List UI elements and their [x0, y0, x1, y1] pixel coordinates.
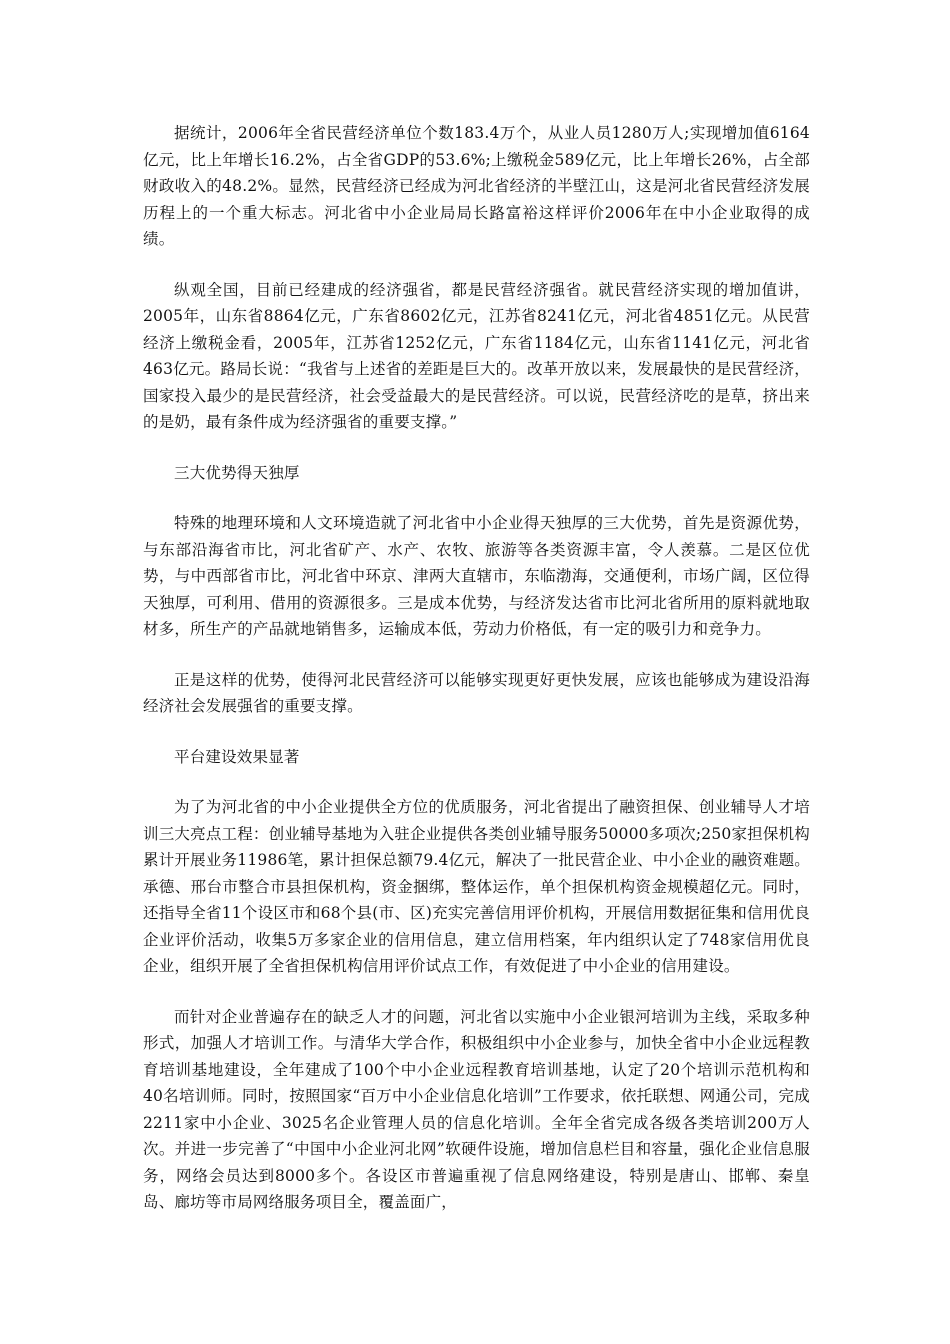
paragraph-advantages: 特殊的地理环境和人文环境造就了河北省中小企业得天独厚的三大优势，首先是资源优势，与东部沿海省市比，河北省矿产、水产、农牧、旅游等各类资源丰富，令人羡慕。二是区位优势，与中西部省市比，河北省中环京、津两大直辖市，东临渤海，交通便利，市场广阔，区位得天独厚，可利用、借用的资源很多。三是成本优势，与经济发达省市比河北省所用的原料就地取材多，所生产的产品就地销售多，运输成本低，劳动力价格低，有一定的吸引力和竞争力。 [143, 514, 810, 638]
paragraph-support: 正是这样的优势，使得河北民营经济可以能够实现更好更快发展，应该也能够成为建设沿海经济社会发展强省的重要支撑。 [143, 670, 810, 715]
paragraph-talent-training: 而针对企业普遍存在的缺乏人才的问题，河北省以实施中小企业银河培训为主线，采取多种形式，加强人才培训工作。与清华大学合作，积极组织中小企业参与，加快全省中小企业远程教育培训基地建设，全年建成了100个中小企业远程教育培训基地，认定了20个培训示范机构和40名培训师。同时，按照国家“百万中小企业信息化培训”工作要求，依托联想、网通公司，完成2211家中小企业、3025名企业管理人员的信息化培训。全年全省完成各级各类培训200万人次。并进一步完善了“中国中小企业河北网”软硬件设施，增加信息栏目和容量，强化企业信息服务，网络会员达到8000多个。各设区市普遍重视了信息网络建设，特别是唐山、邯郸、秦皇岛、廊坊等市局网络服务项目全，覆盖面广， [143, 1007, 810, 1211]
section-heading-three-advantages: 三大优势得天独厚 [174, 463, 300, 482]
paragraph-statistics-2006: 据统计，2006年全省民营经济单位个数183.4万个，从业人员1280万人;实现增加值6164亿元，比上年增长16.2%，占全省GDP的53.6%;上缴税金589亿元，比上年增长26%，占全部财政收入的48.2%。显然，民营经济已经成为河北省经济的半壁江山，这是河北省民营经济发展历程上的一个重大标志。河北省中小企业局局长路富裕这样评价2006年在中小企业取得的成绩。 [143, 124, 810, 248]
section-heading-platform: 平台建设效果显著 [174, 747, 300, 766]
paragraph-national-comparison: 纵观全国，目前已经建成的经济强省，都是民营经济强省。就民营经济实现的增加值讲，2005年，山东省8864亿元，广东省8602亿元，江苏省8241亿元，河北省4851亿元。从民营经济上缴税金看，2005年，江苏省1252亿元，广东省1184亿元，山东省1141亿元，河北省463亿元。路局长说：“我省与上述省的差距是巨大的。改革开放以来，发展最快的是民营经济，国家投入最少的是民营经济，社会受益最大的是民营经济。可以说，民营经济吃的是草，挤出来的是奶，最有条件成为经济强省的重要支撑。” [143, 280, 810, 431]
paragraph-platform-services: 为了为河北省的中小企业提供全方位的优质服务，河北省提出了融资担保、创业辅导人才培训三大亮点工程：创业辅导基地为入驻企业提供各类创业辅导服务50000多项次;250家担保机构累计开展业务11986笔，累计担保总额79.4亿元，解决了一批民营企业、中小企业的融资难题。承德、邢台市整合市县担保机构，资金捆绑，整体运作，单个担保机构资金规模超亿元。同时，还指导全省11个设区市和68个县(市、区)充实完善信用评价机构，开展信用数据征集和信用优良企业评价活动，收集5万多家企业的信用信息，建立信用档案，年内组织认定了748家信用优良企业，组织开展了全省担保机构信用评价试点工作，有效促进了中小企业的信用建设。 [143, 798, 810, 975]
document-body [143, 120, 810, 1240]
